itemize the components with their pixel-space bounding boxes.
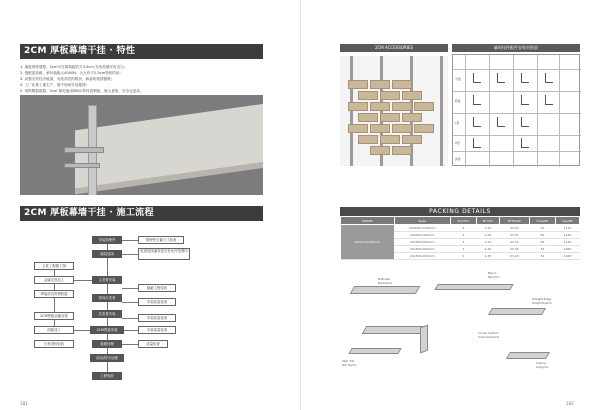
column-header: Ctns/Plt: [529, 217, 556, 225]
caliper-jaw: [64, 163, 100, 168]
table-cell: 43.20: [499, 232, 529, 239]
check-step: 安装质量检查: [138, 298, 176, 306]
grid-line: [559, 55, 560, 167]
facade-tile: [402, 113, 422, 122]
piece-label: Straight Edge: [532, 297, 552, 301]
facade-tile: [370, 146, 390, 155]
flow-step: 板缝处理: [92, 340, 122, 348]
facade-installation-illustration: [340, 56, 448, 166]
facade-tile: [414, 124, 434, 133]
table-cell: 30: [529, 225, 556, 232]
check-step: 检查放线偏差是否在允许范围内: [138, 248, 190, 260]
table-cell: 1.26: [476, 246, 499, 253]
series-cell: Rome Sandstone: [341, 225, 395, 260]
flow-step: 2CM瓷板安装: [90, 326, 124, 334]
facade-tile: [370, 102, 390, 111]
facade-tile: [392, 124, 412, 133]
flow-step: 工程验收: [92, 372, 122, 380]
table-cell: 20x600x1200mm: [394, 225, 450, 232]
flow-step: 主龙骨安装: [92, 276, 122, 284]
section-title-features: 2CM 厚板幕墙干挂 · 特性: [20, 44, 263, 59]
prep-step: 金属龙骨加工: [34, 276, 74, 284]
table-row: [341, 225, 580, 232]
table-cell: 43.20: [499, 253, 529, 260]
table-cell: 1140: [556, 232, 580, 239]
facade-tile: [392, 102, 412, 111]
bullnose-piece: [350, 286, 421, 294]
check-step: 安装质量检查: [138, 326, 176, 334]
caliper-measurement-photo: [20, 95, 263, 195]
accessory-row-label: L型: [455, 121, 460, 125]
bracket-icon: [521, 138, 529, 148]
facade-tile: [414, 102, 434, 111]
facade-tile: [348, 102, 368, 111]
column-header: Sizes: [394, 217, 450, 225]
keel-rail: [350, 56, 353, 166]
prep-step: 面板加工: [34, 326, 74, 334]
facade-tile: [358, 113, 378, 122]
prep-step: 石材进场验收: [34, 340, 74, 348]
piece-label: Bullnose: [378, 277, 390, 281]
table-cell: 40: [529, 232, 556, 239]
page-number: 182: [566, 401, 574, 406]
column-header: M²/Pallet: [499, 217, 529, 225]
keel-rail: [440, 56, 443, 166]
macro-piece: [434, 284, 513, 290]
piece-sublabel: Macro/mm: [488, 275, 500, 279]
facade-tile: [370, 124, 390, 133]
bracket-icon: [521, 117, 529, 127]
facade-tile: [358, 135, 378, 144]
bracket-icon: [521, 95, 529, 105]
grid-line: [453, 113, 581, 114]
facade-tile: [392, 146, 412, 155]
table-cell: 36: [529, 246, 556, 253]
table-cell: 1040: [556, 253, 580, 260]
bracket-icon: [497, 117, 505, 127]
stair-tile-piece: [348, 348, 401, 354]
table-cell: 7: [450, 246, 476, 253]
column-header: M²/Ctn: [476, 217, 499, 225]
table-cell: 45.36: [499, 246, 529, 253]
piece-sublabel: Corner Section/mm: [478, 335, 500, 339]
section-title-process: 2CM 厚板幕墙干挂 · 施工流程: [20, 206, 263, 221]
bracket-icon: [473, 73, 481, 83]
table-cell: 1140: [556, 239, 580, 246]
corner-piece-side: [420, 325, 428, 354]
grid-line: [453, 135, 581, 136]
piece-label: Stair Tile: [342, 359, 355, 363]
accessory-row-label: 其他: [455, 157, 461, 161]
accessories-title: 2CM ACCESSORIES: [340, 44, 448, 52]
table-cell: 2: [450, 232, 476, 239]
table-cell: 1.08: [476, 232, 499, 239]
table-cell: 1.35: [476, 253, 499, 260]
check-step: 隐蔽工程验收: [138, 284, 176, 292]
table-cell: 1060: [556, 246, 580, 253]
feature-item: 2. 饱配更高耐，承环值能大4000N，大大有于2.5cm瓷砖的砖;: [20, 71, 121, 75]
coping-piece: [506, 352, 550, 359]
flow-connector: [122, 318, 138, 319]
bracket-icon: [521, 73, 529, 83]
flow-connector: [122, 302, 138, 303]
table-cell: 1140: [556, 225, 580, 232]
feature-item: 3. 高强冷效性冷能面，有较高性的吸折，病害防波情极吸;: [20, 77, 113, 81]
flow-connector: [122, 344, 138, 345]
facade-tile: [348, 124, 368, 133]
bracket-icon: [545, 73, 553, 83]
trim-pieces-drawings: [340, 270, 580, 388]
piece-sublabel: Bullnose/mm: [378, 281, 393, 285]
features-list: [20, 64, 270, 94]
bracket-icon: [545, 95, 553, 105]
check-step: 预埋件位置尺寸检查: [138, 236, 184, 244]
flow-connector: [124, 330, 138, 331]
check-step: 质量检查: [138, 340, 168, 348]
column-header: Pcs/Ctn: [450, 217, 476, 225]
accessory-row-label: 阳角: [455, 99, 461, 103]
accessories-grid: [452, 54, 580, 166]
flow-step: 清洁/防污处理: [90, 354, 124, 362]
bracket-icon: [497, 73, 505, 83]
facade-tile: [380, 135, 400, 144]
flow-step: 竖向次龙骨: [92, 294, 122, 302]
facade-tile: [402, 135, 422, 144]
grid-line: [465, 55, 466, 167]
flow-step: 次龙骨安装: [92, 310, 122, 318]
prep-step: 2CM瓷板运输存放: [34, 312, 74, 320]
table-cell: 20x450x900mm: [394, 239, 450, 246]
facade-tile: [358, 91, 378, 100]
packing-table: [340, 216, 580, 260]
feature-item: 5. 规格模数数数，2cm 厚吃能用MIDC仲材质钢板，施人意第，安全也更高。: [20, 89, 144, 93]
page-number: 181: [20, 401, 28, 406]
accessory-row-label: U型: [455, 141, 460, 145]
bracket-icon: [473, 138, 481, 148]
straight-edge-piece: [488, 308, 546, 315]
table-cell: 20x600x900mm: [394, 232, 450, 239]
table-cell: 32: [529, 253, 556, 260]
caliper-jaw: [64, 147, 104, 153]
piece-label: Coping: [536, 361, 546, 365]
flow-connector: [107, 240, 108, 372]
table-cell: 3: [450, 239, 476, 246]
piece-sublabel: Stair Tile/mm: [342, 363, 357, 367]
flow-step: 测量放线: [92, 250, 122, 258]
table-cell: 43.20: [499, 225, 529, 232]
page-gutter: [300, 0, 301, 410]
grid-line: [453, 69, 581, 70]
feature-item: 1. 墙板厚度增厚，2cm可在幕墙板的方3.5cm,壳寿其期年时近当;: [20, 65, 125, 69]
facade-tile: [370, 80, 390, 89]
column-header: Kgs/Plt: [556, 217, 580, 225]
table-cell: 36: [529, 239, 556, 246]
flow-connector: [122, 288, 138, 289]
grid-line: [453, 151, 581, 152]
flow-connector: [122, 240, 138, 241]
facade-tile: [348, 80, 368, 89]
table-cell: 1.44: [476, 225, 499, 232]
table-cell: 20x300x900mm: [394, 253, 450, 260]
construction-flowchart: [20, 226, 270, 391]
feature-item: 4. 工厂化系工地生产，便于现场安装便捷;: [20, 83, 87, 87]
table-cell: 1.22: [476, 239, 499, 246]
table-cell: 20x300x600mm: [394, 246, 450, 253]
grid-line: [513, 55, 514, 167]
piece-label: Macro: [488, 271, 497, 275]
bracket-icon: [473, 95, 481, 105]
grid-line: [537, 55, 538, 167]
table-header-row: [341, 217, 580, 225]
accessories-table-title: 辅料挂件配件安装对照表: [452, 44, 580, 52]
prep-step: 焊接部位防锈防腐: [34, 290, 74, 298]
piece-sublabel: Coping/mm: [536, 365, 549, 369]
facade-tile: [380, 91, 400, 100]
table-cell: 5: [450, 253, 476, 260]
grid-line: [453, 91, 581, 92]
packing-details-title: PACKING DETAILS: [340, 207, 580, 216]
bracket-icon: [473, 117, 481, 127]
facade-tile: [392, 80, 412, 89]
corner-piece: [362, 326, 429, 334]
check-step: 安装质量检查: [138, 314, 176, 322]
flow-connector: [122, 254, 138, 255]
column-header: SERIES: [341, 217, 395, 225]
facade-tile: [380, 113, 400, 122]
prep-step: 立柱工程施工图: [34, 262, 74, 270]
piece-sublabel: Straight Edge/mm: [532, 301, 552, 305]
flow-step: 安装预埋件: [92, 236, 122, 244]
table-cell: 43.74: [499, 239, 529, 246]
accessory-row-label: 平面: [455, 77, 461, 81]
table-cell: 2: [450, 225, 476, 232]
grid-line: [489, 55, 490, 167]
facade-tile: [402, 91, 422, 100]
piece-label: Corner Section: [478, 331, 499, 335]
